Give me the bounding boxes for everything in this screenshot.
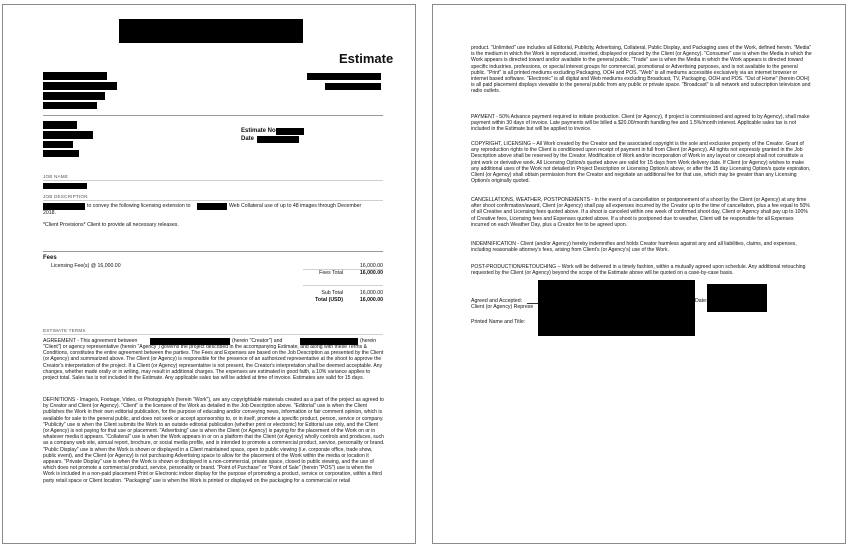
client-representative-label: Client (or Agency) Represe (471, 304, 534, 310)
redacted-signature-date (707, 284, 767, 312)
estimate-page-1 (2, 4, 416, 544)
definitions-paragraph: DEFINITIONS - Image/s, Footage, Video, or Photograph/s (herein "Work"), are any copyrightable materials created as a part of the project as agreed to by Creator and Client (or Agency). "Client" is the licensee of the Work as detailed in the Job Description above. "Editorial" use is when the Client publishes the Work in their own editorial publication, for the purpose of educating and/or conveying news, information or fair comment opinion, which is available for sale to the general public, and does not seek or accept sponsorship to, or in itself, promote a specific product, person, service or company. "Publicity" use is when the Client submits the Work to an outside editorial publication (whether print or electronic) for Editorial use only, and the Client (or Agency) is not paying for that use or placement. "Advertising" use is when the Client (or Agency) is paying for the placement of the Work on or in whatever media it appears. "Collateral" use is when the Work appears in or on a platform that the Client (or Agency) wholly controls and produces, such as a company web site, annual report, brochure, or social media profile, and is intended to promote a commercial product, service, personality or brand. "Public Display" use is when the Work is shown or displayed in a Client maintained space, open to public viewing (i.e. corporate office, trade show, public event), and the Client (or Agency) is not purchasing Advertising space to allow for the placement of the Work within the media or location it appears. "Private Display" use is when the Work is shown or displayed in a non-commercial, private space, closed to public viewing, and the use of which does not promote a commercial product, service, personality or brand. "Point of Purchase" or "Point of Sale" (herein "POS") use is when the Work is included in a non-paid placement Print or Electronic indoor display for the purpose of promoting a product, service or corporation, within a third party retail space or Client location. "Packaging" use is when the Work is printed or displayed on the packaging for a commercial or retail (43, 397, 385, 484)
estimate-terms-label: ESTIMATE TERMS (43, 328, 86, 333)
redacted-estimate-number (276, 128, 304, 135)
redacted-address-line (43, 102, 97, 109)
redacted-job-name (43, 183, 87, 189)
redacted-client-line (43, 131, 93, 139)
licensing-fee-label: Licensing Fee(s) @ 16,000.00 (51, 263, 121, 269)
definitions-continued-paragraph: product. "Unlimited" use includes all Editorial, Publicity, Advertising, Collateral, Public Display, and Packaging uses of the Work, defined herein. "Media" is the medium in which the Work is reproduced, inserted, displayed or placed by the Client (or Agency). "Consumer" use is when the Media in which the Work appears is directed toward and/or available to the general public. "Trade" use is when the Media in which the Work appears is directed toward specific industries, professions, or special interest groups for commercial, promotional or Advertising purposes, and is not available to the general public. "Print" is all printed mediums excluding Packaging, OOH and POS. "Web" is all mediums accessible exclusively via an internet browser or internet based software. "Electronic" is all digital and Web mediums excluding Broadcast, TV, Packaging, OOH and POS. "Out of Home" (herein OOH) is all paid placement displays viewable to the general public from any public or private space. "Broadcast" is all network and subscription television and radio outlets. (471, 45, 812, 95)
redacted-client-line (43, 141, 73, 148)
redacted-signature (538, 280, 695, 336)
printed-name-label: Printed Name and Title: (471, 319, 526, 325)
signature-date-label: Date: (695, 298, 708, 304)
job-description-text: Web Collateral use of up to 48 images through December (229, 203, 362, 209)
estimate-terms-divider (43, 334, 383, 335)
date-label: Date (241, 136, 255, 142)
agreement-text: (herein "Creator") and (232, 338, 283, 344)
post-production-paragraph: POST-PRODUCTION/RETOUCHING – Work will be delivered in a timely fashion, within a mutually agreed upon schedule. Any additional retouching requested by the Client (or Agency) beyond the scope of the Estimate above will be quoted on a case-by-case basis. (471, 264, 806, 277)
fees-total-label: Fees Total (319, 270, 343, 276)
sub-total-value: 16,000.00 (359, 290, 383, 296)
job-description-label: JOB DESCRIPTION (43, 194, 88, 199)
redacted-address-line (43, 82, 117, 90)
redacted-company-name (119, 19, 303, 43)
agreed-accepted-label: Agreed and Accepted: (471, 298, 523, 304)
job-name-label: JOB NAME (43, 174, 69, 179)
redacted-address-line (43, 72, 107, 80)
total-label: Total (USD) (315, 297, 343, 303)
header-divider (43, 115, 383, 116)
fees-total-value: 16,000.00 (359, 270, 383, 276)
agreement-text: AGREEMENT - This agreement between (43, 338, 138, 344)
redacted-client-line (43, 150, 79, 157)
redacted-date (257, 136, 299, 143)
cancellations-paragraph: CANCELLATIONS, WEATHER, POSTPONEMENTS - In the event of a cancellation or postponement of a shoot by the Client (or Agency) at any time after shoot confirmation/award, Client (or Agency) shall pay all expenses incurred by the Creator up to the time of cancellation, plus a fee equal to 50% of all Creative and Licensing fees quoted above. If a shoot is canceled within one week of confirmed shoot day, Client or Agency shall pay up to 100% of Creative fees, Licensing fees and Expenses quoted above. If a shoot is postponed due to weather, Client will be responsible for all Expenses incurred on each Weather Day, plus a Creator fee to be agreed upon. (471, 197, 810, 228)
redacted-client-line (43, 121, 77, 129)
redacted-client-name (197, 203, 227, 210)
document-title: Estimate (339, 51, 394, 66)
job-description-text: 2018. (43, 210, 56, 216)
redacted-client-name (43, 203, 85, 210)
job-description-divider (43, 200, 383, 201)
job-description-text: to convey the following licensing extension to (87, 203, 191, 209)
sub-total-label: Sub Total (321, 290, 343, 296)
client-provisions-text: *Client Provisions* Client to provide all necessary releases. (43, 222, 179, 228)
job-name-divider (43, 180, 383, 181)
estimate-page-2 (432, 4, 846, 544)
redacted-contact-info (307, 73, 381, 80)
copyright-paragraph: COPYRIGHT, LICENSING – All Work created by the Creator and the associated copyright is the sole and exclusive property of the Creator. Grant of any reproduction rights to the Client is conditioned upon receipt of payment in full from Client (or Agency). All rights not expressly granted in the Job Description above shall be reserved by the Creator. Modification of Work and/or incorporation of Work in any layout or concept shall not constitute a joint work or derivative work. All Licensing Option/s quoted above are valid for 15 days from Work delivery date. If Client (or Agency) wishes to make any additional uses of the Work not detailed in Project Description or Licensing Option/s above, or after the 15 day Licensing Option/s quote expiration, Client (or Agency) shall obtain permission from the Creator and negotiate an additional fee for that use, which may be greater than any Licensing Option/s originally quoted. (471, 141, 811, 185)
redacted-contact-info (325, 83, 381, 90)
agreement-paragraph: "Client") or agency representative (herein "Agency") governs the project described in the accompanying Estimate, and along with these Terms & Conditions, constitutes the entire agreement between the parties. The Fees and Expenses are based on the Job Description as presented by the Client (or Agency) and summarized above. The Client (or Agency) is responsible for the presence of an authorized representative at the shoot to approve the Creator's interpretation of the project. If a Client (or Agency) representative is not present, the Creator's interpretation shall be deemed acceptable. Any changes, whether made orally or in writing, may result in additional charges. The expenses are estimated in good faith, a 10% variance applies to project total. Sales tax is not included in the Estimate. Any applicable sales tax will be added at time of invoice. Estimates are valid for 15 days. (43, 344, 384, 382)
total-value: 16,000.00 (359, 297, 383, 303)
fees-divider (43, 251, 383, 252)
payment-paragraph: PAYMENT - 50% Advance payment required to initiate production. Client (or Agency), if project is commissioned and agreed to by Agency), shall make payment within 30 days of invoice. Late payments will be billed a $20.00/month handling fee and 1.5%/month interest. Applicable sales tax is not included in the Estimate but will be applied to invoice. (471, 114, 810, 133)
redacted-address-line (43, 92, 105, 100)
indemnification-paragraph: INDEMNIFICATION - Client (and/or Agency) hereby indemnifies and holds Creator harmless against any and all liabilities, claims, and expenses, including reasonable attorney's fees, arising from Client's (or Agency's) use of the Work. (471, 241, 797, 254)
agreement-text: (herein (360, 338, 377, 344)
estimate-no-label: Estimate No (241, 128, 276, 134)
licensing-fee-value: 16,000.00 (359, 263, 383, 269)
fees-heading: Fees (43, 255, 57, 261)
totals-divider (303, 285, 383, 286)
